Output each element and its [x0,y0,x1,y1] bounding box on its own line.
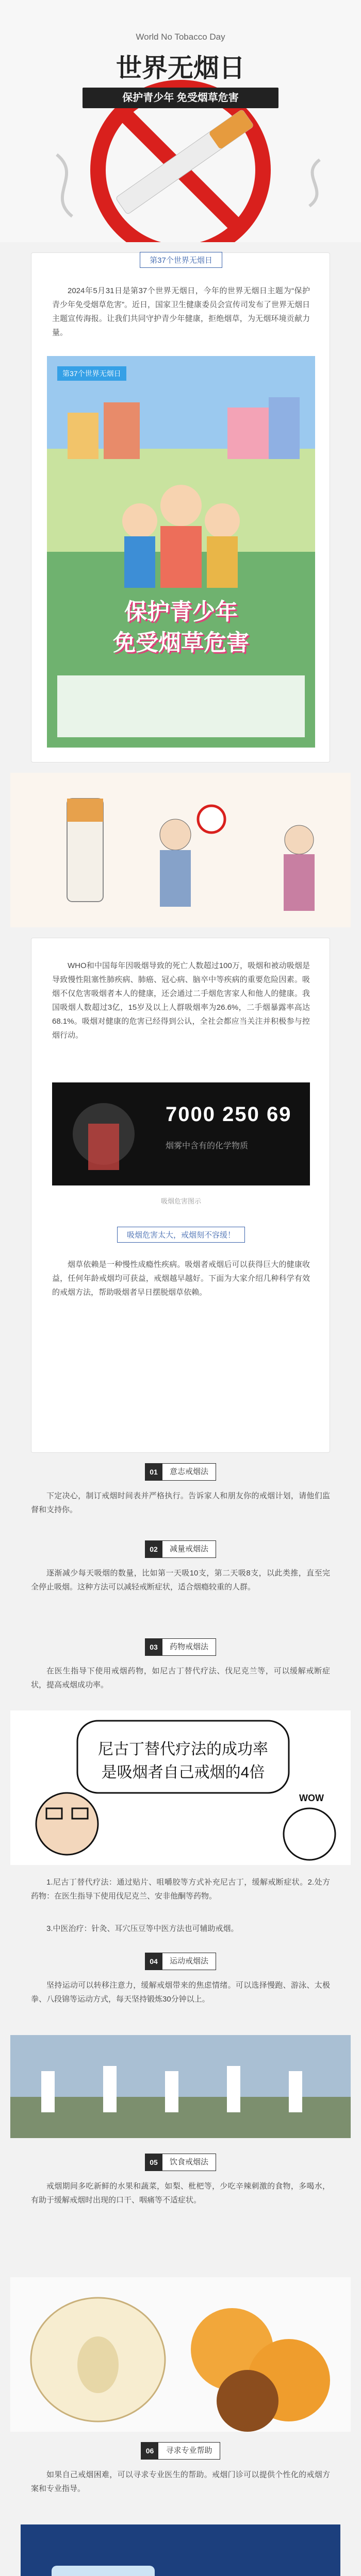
campaign-poster [47,356,315,748]
method-2-header: 02 减量戒烟法 [0,1540,361,1558]
poster-badge: 第37个世界无烟日 [57,366,126,381]
page-header [0,0,361,242]
intro-card [31,252,330,762]
method-6-text: 如果自己戒烟困难，可以寻求专业医生的帮助。戒烟门诊可以提供个性化的戒烟方案和专业指导。 [31,2470,330,2493]
page-title: 世界无烟日 [116,54,245,82]
method-3-detail: 1.尼古丁替代疗法：通过贴片、咀嚼胶等方式补充尼古丁，缓解戒断症状。2.处方药物：在医生指导下使用伐尼克兰、安非他酮等药物。 [31,1878,330,1901]
poster-title-line-2: 免受烟草危害 [113,630,249,655]
page-subtitle: World No Tobacco Day [136,32,225,42]
method-2-text: 逐渐减少每天吸烟的数量，比如第一天吸10支，第二天吸8支，以此类推，直至完全停止吸烟。这种方法可以减轻戒断症状，适合烟瘾较重的人群。 [31,1569,330,1591]
stat-numbers: 7000 250 69 [166,1103,292,1126]
method-6-illustration [21,2524,340,2576]
method-3-detail-2: 3.中医治疗：针灸、耳穴压豆等中医方法也可辅助戒烟。 [46,1924,239,1933]
harm-statistics-image [52,1082,310,1185]
speech-bubble-line-2: 是吸烟者自己戒烟的4倍 [101,1764,265,1781]
harm-card [31,938,330,1453]
harm-text: WHO和中国每年因吸烟导致的死亡人数超过100万，吸烟和被动吸烟是导致慢性阻塞性肺疾病、肺癌、冠心病、脑卒中等疾病的重要危险因素。吸烟不仅危害吸烟者本人的健康，还会通过二手烟危害家人和他人的健康。我国吸烟人数超过3亿，15岁及以上人群吸烟率为26.6%，二手烟暴露率高达68.1%。吸烟对健康的危害已经得到公认，全社会都应当关注并积极参与控烟行动。 [52,961,310,1040]
method-5-text: 戒烟期间多吃新鲜的水果和蔬菜，如梨、枇杷等，少吃辛辣刺激的食物，多喝水，有助于缓解戒烟时出现的口干、咽痛等不适症状。 [31,2182,330,2205]
method-3-header: 03 药物戒烟法 [0,1638,361,1656]
fruit-photo [10,2277,351,2432]
method-1-text: 下定决心，制订戒烟时间表并严格执行。告诉家人和朋友你的戒烟计划，请他们监督和支持你。 [31,1492,330,1514]
harm-image-note: 吸烟危害图示 [160,1197,201,1205]
intro-section-label: 第37个世界无烟日 [1,252,361,268]
method-3-text: 在医生指导下使用戒烟药物，如尼古丁替代疗法、伐尼克兰等，可以缓解戒断症状，提高戒烟成功率。 [31,1667,330,1689]
speech-bubble-line-1: 尼古丁替代疗法的成功率 [98,1741,268,1758]
method-5-header: 05 饮食戒烟法 [0,2154,361,2171]
poster-title-line-1: 保护青少年 [124,599,238,624]
quit-section-label: 吸烟危害太大，戒烟刻不容缓！ [1,1227,361,1243]
method-4-text: 坚持运动可以转移注意力，缓解戒烟带来的焦虑情绪。可以选择慢跑、游泳、太极拳、八段锦等运动方式，每天坚持锻炼30分钟以上。 [31,1981,330,2004]
quit-intro-text: 烟草依赖是一种慢性成瘾性疾病。吸烟者戒烟后可以获得巨大的健康收益，任何年龄戒烟均可获益，戒烟越早越好。下面为大家介绍几种科学有效的戒烟方法，帮助吸烟者早日摆脱烟草依赖。 [52,1260,310,1297]
cartoon-illustration [10,773,351,927]
stat-caption: 烟雾中含有的化学物质 [166,1142,249,1150]
method-4-header: 04 运动戒烟法 [0,1953,361,1970]
method-6-header: 06 寻求专业帮助 [0,2442,361,2460]
wow-text: WOW [299,1793,324,1803]
exercise-photo [10,2035,351,2138]
method-1-header: 01 意志戒烟法 [0,1463,361,1481]
intro-text: 2024年5月31日是第37个世界无烟日，今年的世界无烟日主题为“保护青少年免受烟草危害”。近日，国家卫生健康委员会宣传司发布了世界无烟日主题宣传海报。让我们共同守护青少年健康，拒绝烟草，为无烟环境贡献力量。 [52,286,310,337]
slogan-bar: 保护青少年 免受烟草危害 [83,88,278,108]
comic-speech-image [10,1710,351,1865]
